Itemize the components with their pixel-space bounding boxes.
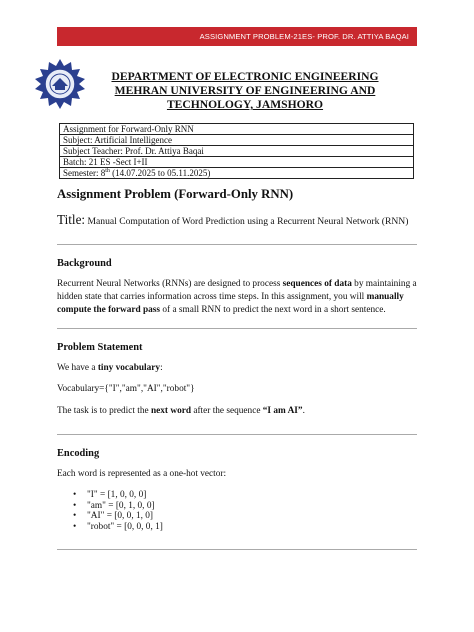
department-line-2: MEHRAN UNIVERSITY OF ENGINEERING AND <box>114 84 376 97</box>
title-label: Title: <box>57 212 86 227</box>
divider <box>57 434 417 435</box>
main-heading: Assignment Problem (Forward-Only RNN) <box>57 187 294 201</box>
info-row <box>60 168 414 179</box>
list-item: • "I" = [1, 0, 0, 0] <box>57 490 163 501</box>
encoding-heading: Encoding <box>57 448 100 459</box>
info-semester: Semester: 8th (14.07.2025 to 05.11.2025) <box>60 168 414 179</box>
background-heading: Background <box>57 258 112 269</box>
info-row <box>60 124 414 135</box>
department-line-1: DEPARTMENT OF ELECTRONIC ENGINEERING <box>111 70 379 83</box>
info-row <box>60 157 414 168</box>
vocab-set: Vocabulary={"I","am","AI","robot"} <box>57 384 195 394</box>
list-item: • "robot" = [0, 0, 0, 1] <box>57 522 163 533</box>
header-band: ASSIGNMENT PROBLEM-21ES- PROF. DR. ATTIYA BAQAI <box>57 27 417 46</box>
title-line <box>57 212 408 228</box>
list-item: • "AI" = [0, 0, 1, 0] <box>57 511 163 522</box>
assignment-info-table <box>59 123 414 179</box>
info-batch: Batch: 21 ES -Sect I+II <box>60 157 414 168</box>
encoding-list <box>57 490 163 532</box>
university-logo-icon <box>34 58 86 110</box>
task-statement: The task is to predict the next word after the sequence “I am AI”. <box>57 406 305 416</box>
department-line-3: TECHNOLOGY, JAMSHORO <box>166 98 324 111</box>
info-row <box>60 135 414 146</box>
vocab-intro: We have a tiny vocabulary: <box>57 363 163 373</box>
info-subject: Subject: Artificial Intelligence <box>60 135 414 146</box>
encoding-intro: Each word is represented as a one-hot vector: <box>57 469 227 479</box>
info-teacher: Subject Teacher: Prof. Dr. Attiya Baqai <box>60 146 414 157</box>
list-item: • "am" = [0, 1, 0, 0] <box>57 501 163 512</box>
divider <box>57 244 417 245</box>
info-assignment: Assignment for Forward-Only RNN <box>60 124 414 135</box>
department-heading <box>100 70 390 112</box>
divider <box>57 549 417 550</box>
problem-heading: Problem Statement <box>57 342 143 353</box>
background-paragraph: Recurrent Neural Networks (RNNs) are designed to process sequences of data by maintaining a hidden state that carries information across time steps. In this assignment, you will manually compute the forward pass of a small RNN to predict the next word in a short sentence. <box>57 279 417 315</box>
divider <box>57 328 417 329</box>
info-row <box>60 146 414 157</box>
title-text: Manual Computation of Word Prediction using a Recurrent Neural Network (RNN) <box>85 216 409 227</box>
